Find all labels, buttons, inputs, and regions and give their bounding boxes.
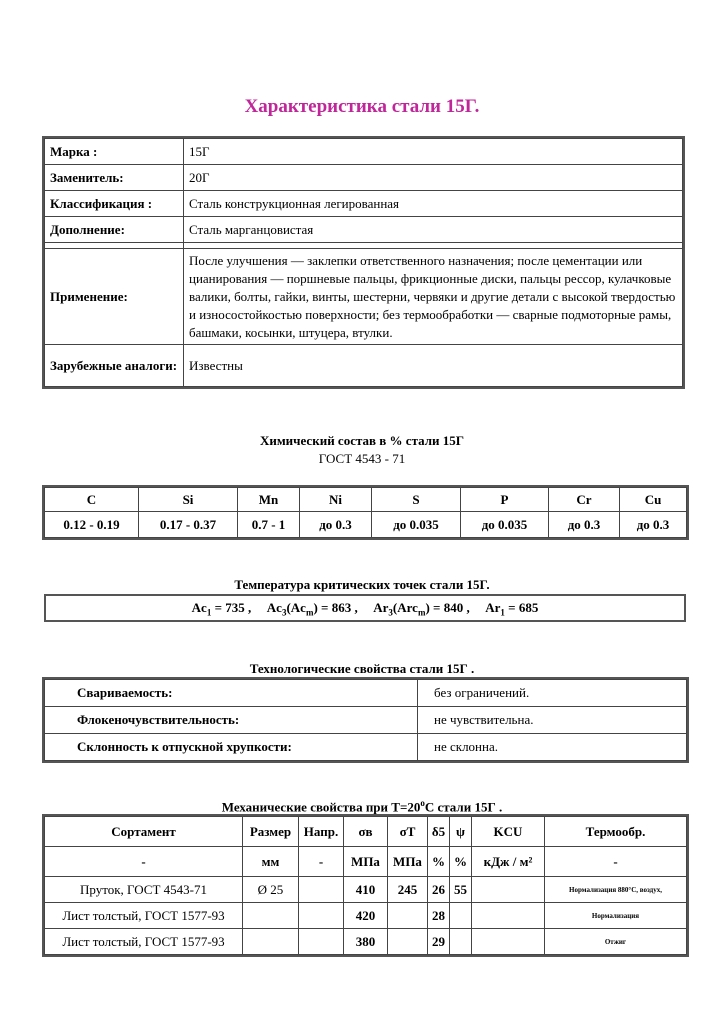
info-row xyxy=(45,345,683,387)
critical-title: Температура критических точек стали 15Г. xyxy=(234,577,490,592)
mech-sigma-t xyxy=(388,903,428,929)
chem-gost: ГОСТ 4543 - 71 xyxy=(318,451,406,466)
mech-table xyxy=(44,816,687,955)
chem-table xyxy=(44,487,687,538)
chem-title: Химический состав в % стали 15Г xyxy=(259,433,465,448)
table-row xyxy=(45,877,687,903)
tech-value: не чувствительна. xyxy=(418,707,687,734)
info-label: Заменитель: xyxy=(45,165,184,191)
info-value: Сталь марганцовистая xyxy=(184,217,683,243)
mech-sigma-t xyxy=(388,929,428,955)
tech-row xyxy=(45,707,687,734)
info-value: 15Г xyxy=(184,139,683,165)
analogs-value: Известны xyxy=(184,345,683,387)
mech-sortament: Пруток, ГОСТ 4543-71 xyxy=(45,877,243,903)
chem-value: 0.17 - 0.37 xyxy=(139,512,238,538)
info-value: 20Г xyxy=(184,165,683,191)
chem-header-row xyxy=(45,488,687,512)
mech-delta: 29 xyxy=(428,929,450,955)
mech-size xyxy=(243,929,299,955)
mech-unit: кДж / м² xyxy=(472,847,545,877)
mech-header: Напр. xyxy=(299,817,344,847)
ar1-point: $Ar_1 = 685$ xyxy=(485,600,539,618)
mech-header: Размер xyxy=(243,817,299,847)
chem-value: до 0.3 xyxy=(300,512,372,538)
chem-header: Mn xyxy=(238,488,300,512)
table-row xyxy=(45,903,687,929)
chem-header: Ni xyxy=(300,488,372,512)
mech-header: ψ xyxy=(450,817,472,847)
application-label: Применение: xyxy=(45,249,184,345)
tech-row xyxy=(45,680,687,707)
ac1-point: $Ac_1 = 735$ , xyxy=(191,600,252,618)
ar3-point: $Ar_3(Arc_m) = 840$ , xyxy=(373,600,470,618)
chem-header: S xyxy=(372,488,461,512)
tech-value: без ограничений. xyxy=(418,680,687,707)
chem-value: до 0.3 xyxy=(620,512,687,538)
ac3-point: $Ac_3(Ac_m) = 863$ , xyxy=(266,600,358,618)
mech-thermo: Нормализация 880°С, воздух, xyxy=(545,877,687,903)
mech-title: Механические свойства при $Т=20^oС$ стали 15Г . xyxy=(221,798,503,815)
mech-sigma-v: 380 xyxy=(344,929,388,955)
tech-label: Свариваемость: xyxy=(45,680,418,707)
mech-unit: % xyxy=(428,847,450,877)
chem-value: до 0.035 xyxy=(372,512,461,538)
mech-unit: - xyxy=(545,847,687,877)
info-row xyxy=(45,249,683,345)
mech-delta: 26 xyxy=(428,877,450,903)
mech-dir xyxy=(299,903,344,929)
critical-points xyxy=(44,594,686,622)
chem-value: 0.12 - 0.19 xyxy=(45,512,139,538)
mech-delta: 28 xyxy=(428,903,450,929)
mech-dir xyxy=(299,877,344,903)
chem-header: Si xyxy=(139,488,238,512)
mech-sigma-t: 245 xyxy=(388,877,428,903)
table-row xyxy=(45,929,687,955)
mech-sigma-v: 420 xyxy=(344,903,388,929)
mech-size xyxy=(243,903,299,929)
tech-table xyxy=(44,679,687,761)
mech-header: Сортамент xyxy=(45,817,243,847)
mech-header: KCU xyxy=(472,817,545,847)
mech-unit: МПа xyxy=(344,847,388,877)
chem-value: 0.7 - 1 xyxy=(238,512,300,538)
mech-thermo: Отжиг xyxy=(545,929,687,955)
mech-header-row xyxy=(45,817,687,847)
mech-psi xyxy=(450,903,472,929)
chem-value: до 0.035 xyxy=(461,512,549,538)
analogs-label: Зарубежные аналоги: xyxy=(45,345,184,387)
mech-kcu xyxy=(472,903,545,929)
chem-value-row xyxy=(45,512,687,538)
mech-header: σв xyxy=(344,817,388,847)
tech-title: Технологические свойства стали 15Г . xyxy=(249,661,475,676)
mech-header: σT xyxy=(388,817,428,847)
mech-thermo: Нормализация xyxy=(545,903,687,929)
info-label: Марка : xyxy=(45,139,184,165)
tech-row xyxy=(45,734,687,761)
mech-dir xyxy=(299,929,344,955)
mech-sortament: Лист толстый, ГОСТ 1577-93 xyxy=(45,929,243,955)
chem-header: Cr xyxy=(549,488,620,512)
application-value: После улучшения — заклепки ответственного назначения; после цементации или цианирования — поршневые пальцы, фрикционные диски, пальцы рессор, кулачковые валики, болты, гайки, винты, шестерни, червяки и другие детали с высокой твердостью и износостойкостью поверхности; без термообработки — сварные подмоторные рамы, башмаки, косынки, штуцера, втулки. xyxy=(184,249,683,345)
chem-value: до 0.3 xyxy=(549,512,620,538)
mech-header: δ5 xyxy=(428,817,450,847)
chem-header: Cu xyxy=(620,488,687,512)
mech-unit: мм xyxy=(243,847,299,877)
info-row xyxy=(45,217,683,243)
mech-psi xyxy=(450,929,472,955)
mech-kcu xyxy=(472,877,545,903)
mech-unit: % xyxy=(450,847,472,877)
info-label: Дополнение: xyxy=(45,217,184,243)
mech-size: Ø 25 xyxy=(243,877,299,903)
chem-header: C xyxy=(45,488,139,512)
mech-header: Термообр. xyxy=(545,817,687,847)
info-row xyxy=(45,165,683,191)
mech-unit: - xyxy=(299,847,344,877)
info-row xyxy=(45,191,683,217)
info-value: Сталь конструкционная легированная xyxy=(184,191,683,217)
chem-header: P xyxy=(461,488,549,512)
mech-psi: 55 xyxy=(450,877,472,903)
page-title: Характеристика стали 15Г. xyxy=(244,96,480,117)
mech-sigma-v: 410 xyxy=(344,877,388,903)
info-row xyxy=(45,139,683,165)
mech-unit: - xyxy=(45,847,243,877)
mech-kcu xyxy=(472,929,545,955)
info-table xyxy=(44,138,683,387)
mech-units-row xyxy=(45,847,687,877)
info-label: Классификация : xyxy=(45,191,184,217)
tech-label: Склонность к отпускной хрупкости: xyxy=(45,734,418,761)
mech-sortament: Лист толстый, ГОСТ 1577-93 xyxy=(45,903,243,929)
mech-unit: МПа xyxy=(388,847,428,877)
tech-value: не склонна. xyxy=(418,734,687,761)
tech-label: Флокеночувствительность: xyxy=(45,707,418,734)
